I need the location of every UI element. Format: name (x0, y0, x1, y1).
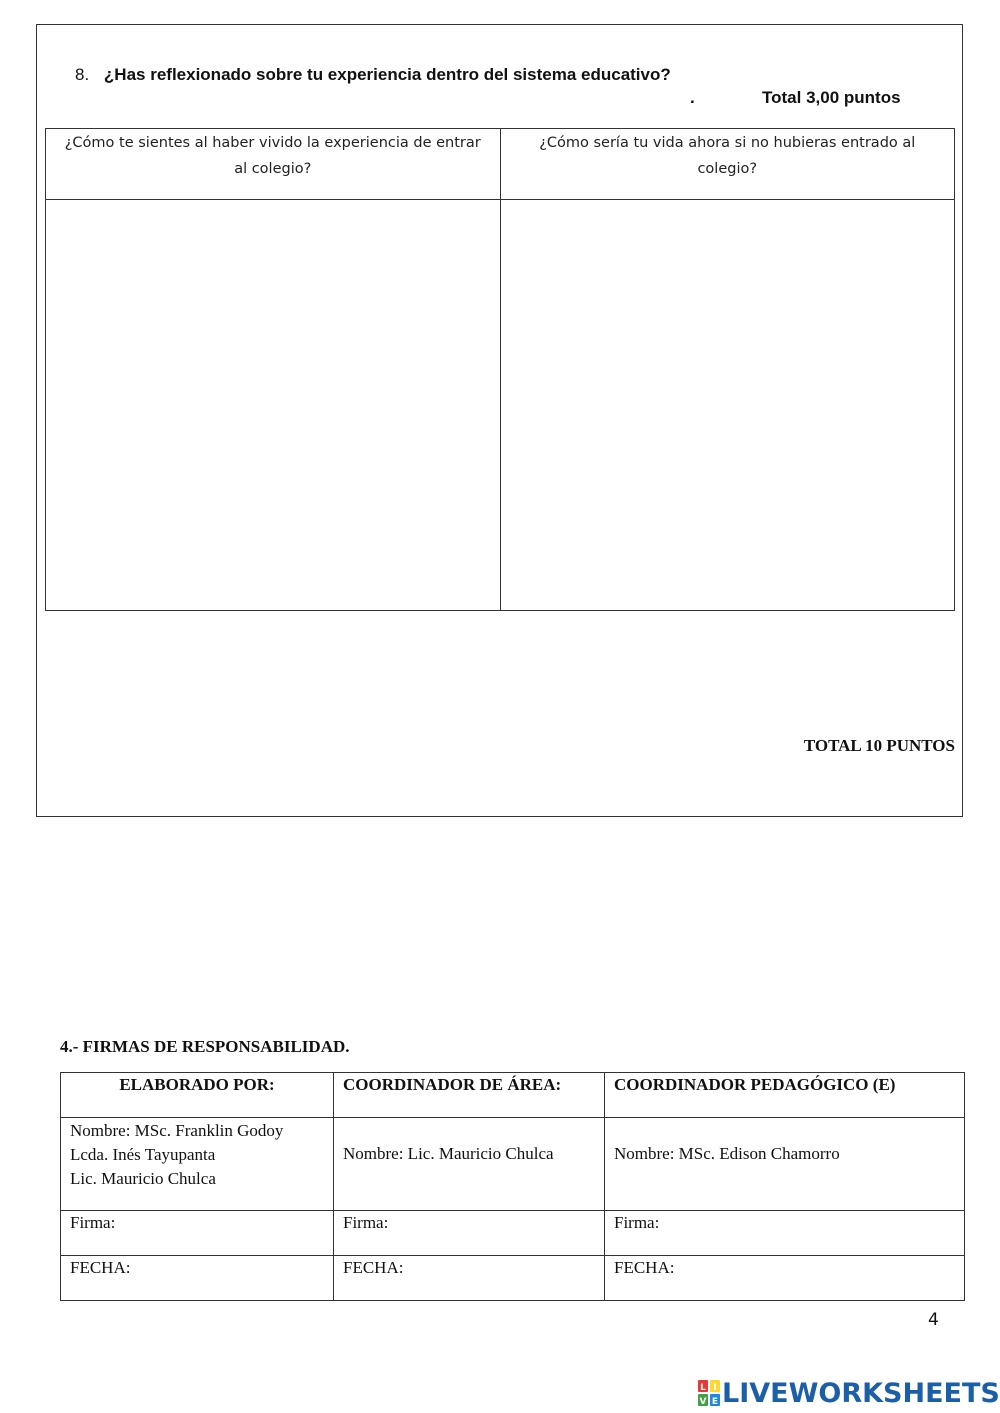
name-line: Lic. Mauricio Chulca (70, 1169, 216, 1188)
liveworksheets-text: LIVEWORKSHEETS (722, 1377, 1000, 1409)
page-number: 4 (928, 1310, 939, 1330)
liveworksheets-icon (698, 1380, 720, 1406)
header-coordinador-pedagogico: COORDINADOR PEDAGÓGICO (E) (605, 1073, 965, 1118)
names-elaborado-por (61, 1118, 334, 1211)
name-coordinador-area: Nombre: Lic. Mauricio Chulca (334, 1118, 605, 1211)
fecha-cell[interactable]: FECHA: (334, 1256, 605, 1301)
name-coordinador-pedagogico: Nombre: MSc. Edison Chamorro (605, 1118, 965, 1211)
svg-text:I: I (713, 1383, 717, 1393)
firma-cell[interactable]: Firma: (61, 1211, 334, 1256)
signature-names-row (61, 1118, 965, 1211)
question-dot: . (690, 88, 695, 107)
fecha-cell[interactable]: FECHA: (61, 1256, 334, 1301)
reflection-col1-header: ¿Cómo te sientes al haber vivido la experiencia de entrar al colegio? (46, 129, 501, 200)
name-line: Nombre: MSc. Franklin Godoy (70, 1121, 284, 1140)
signature-firma-row (61, 1211, 965, 1256)
name-line: Lcda. Inés Tayupanta (70, 1145, 216, 1164)
total-points-label: TOTAL 10 PUNTOS (803, 736, 955, 755)
firmas-section-title: 4.- FIRMAS DE RESPONSABILIDAD. (60, 1037, 350, 1056)
svg-text:E: E (711, 1397, 719, 1406)
question-text: ¿Has reflexionado sobre tu experiencia dentro del sistema educativo? (103, 65, 671, 84)
header-coordinador-area: COORDINADOR DE ÁREA: (334, 1073, 605, 1118)
question-number: 8. (75, 65, 90, 84)
reflection-col2-answer-area[interactable] (500, 200, 955, 611)
question-line (75, 65, 671, 85)
question-total-points: Total 3,00 puntos (762, 88, 901, 107)
reflection-answer-row (46, 200, 955, 611)
firma-cell[interactable]: Firma: (334, 1211, 605, 1256)
fecha-cell[interactable]: FECHA: (605, 1256, 965, 1301)
svg-text:L: L (700, 1383, 706, 1393)
svg-text:V: V (699, 1397, 707, 1406)
signature-header-row (61, 1073, 965, 1118)
header-elaborado-por: ELABORADO POR: (61, 1073, 334, 1118)
reflection-col1-answer-area[interactable] (46, 200, 501, 611)
reflection-table (45, 128, 955, 611)
liveworksheets-logo (698, 1376, 1000, 1410)
signature-fecha-row (61, 1256, 965, 1301)
reflection-table-header-row (46, 129, 955, 200)
signature-table (60, 1072, 965, 1301)
reflection-col2-header: ¿Cómo sería tu vida ahora si no hubieras entrado al colegio? (500, 129, 955, 200)
firma-cell[interactable]: Firma: (605, 1211, 965, 1256)
